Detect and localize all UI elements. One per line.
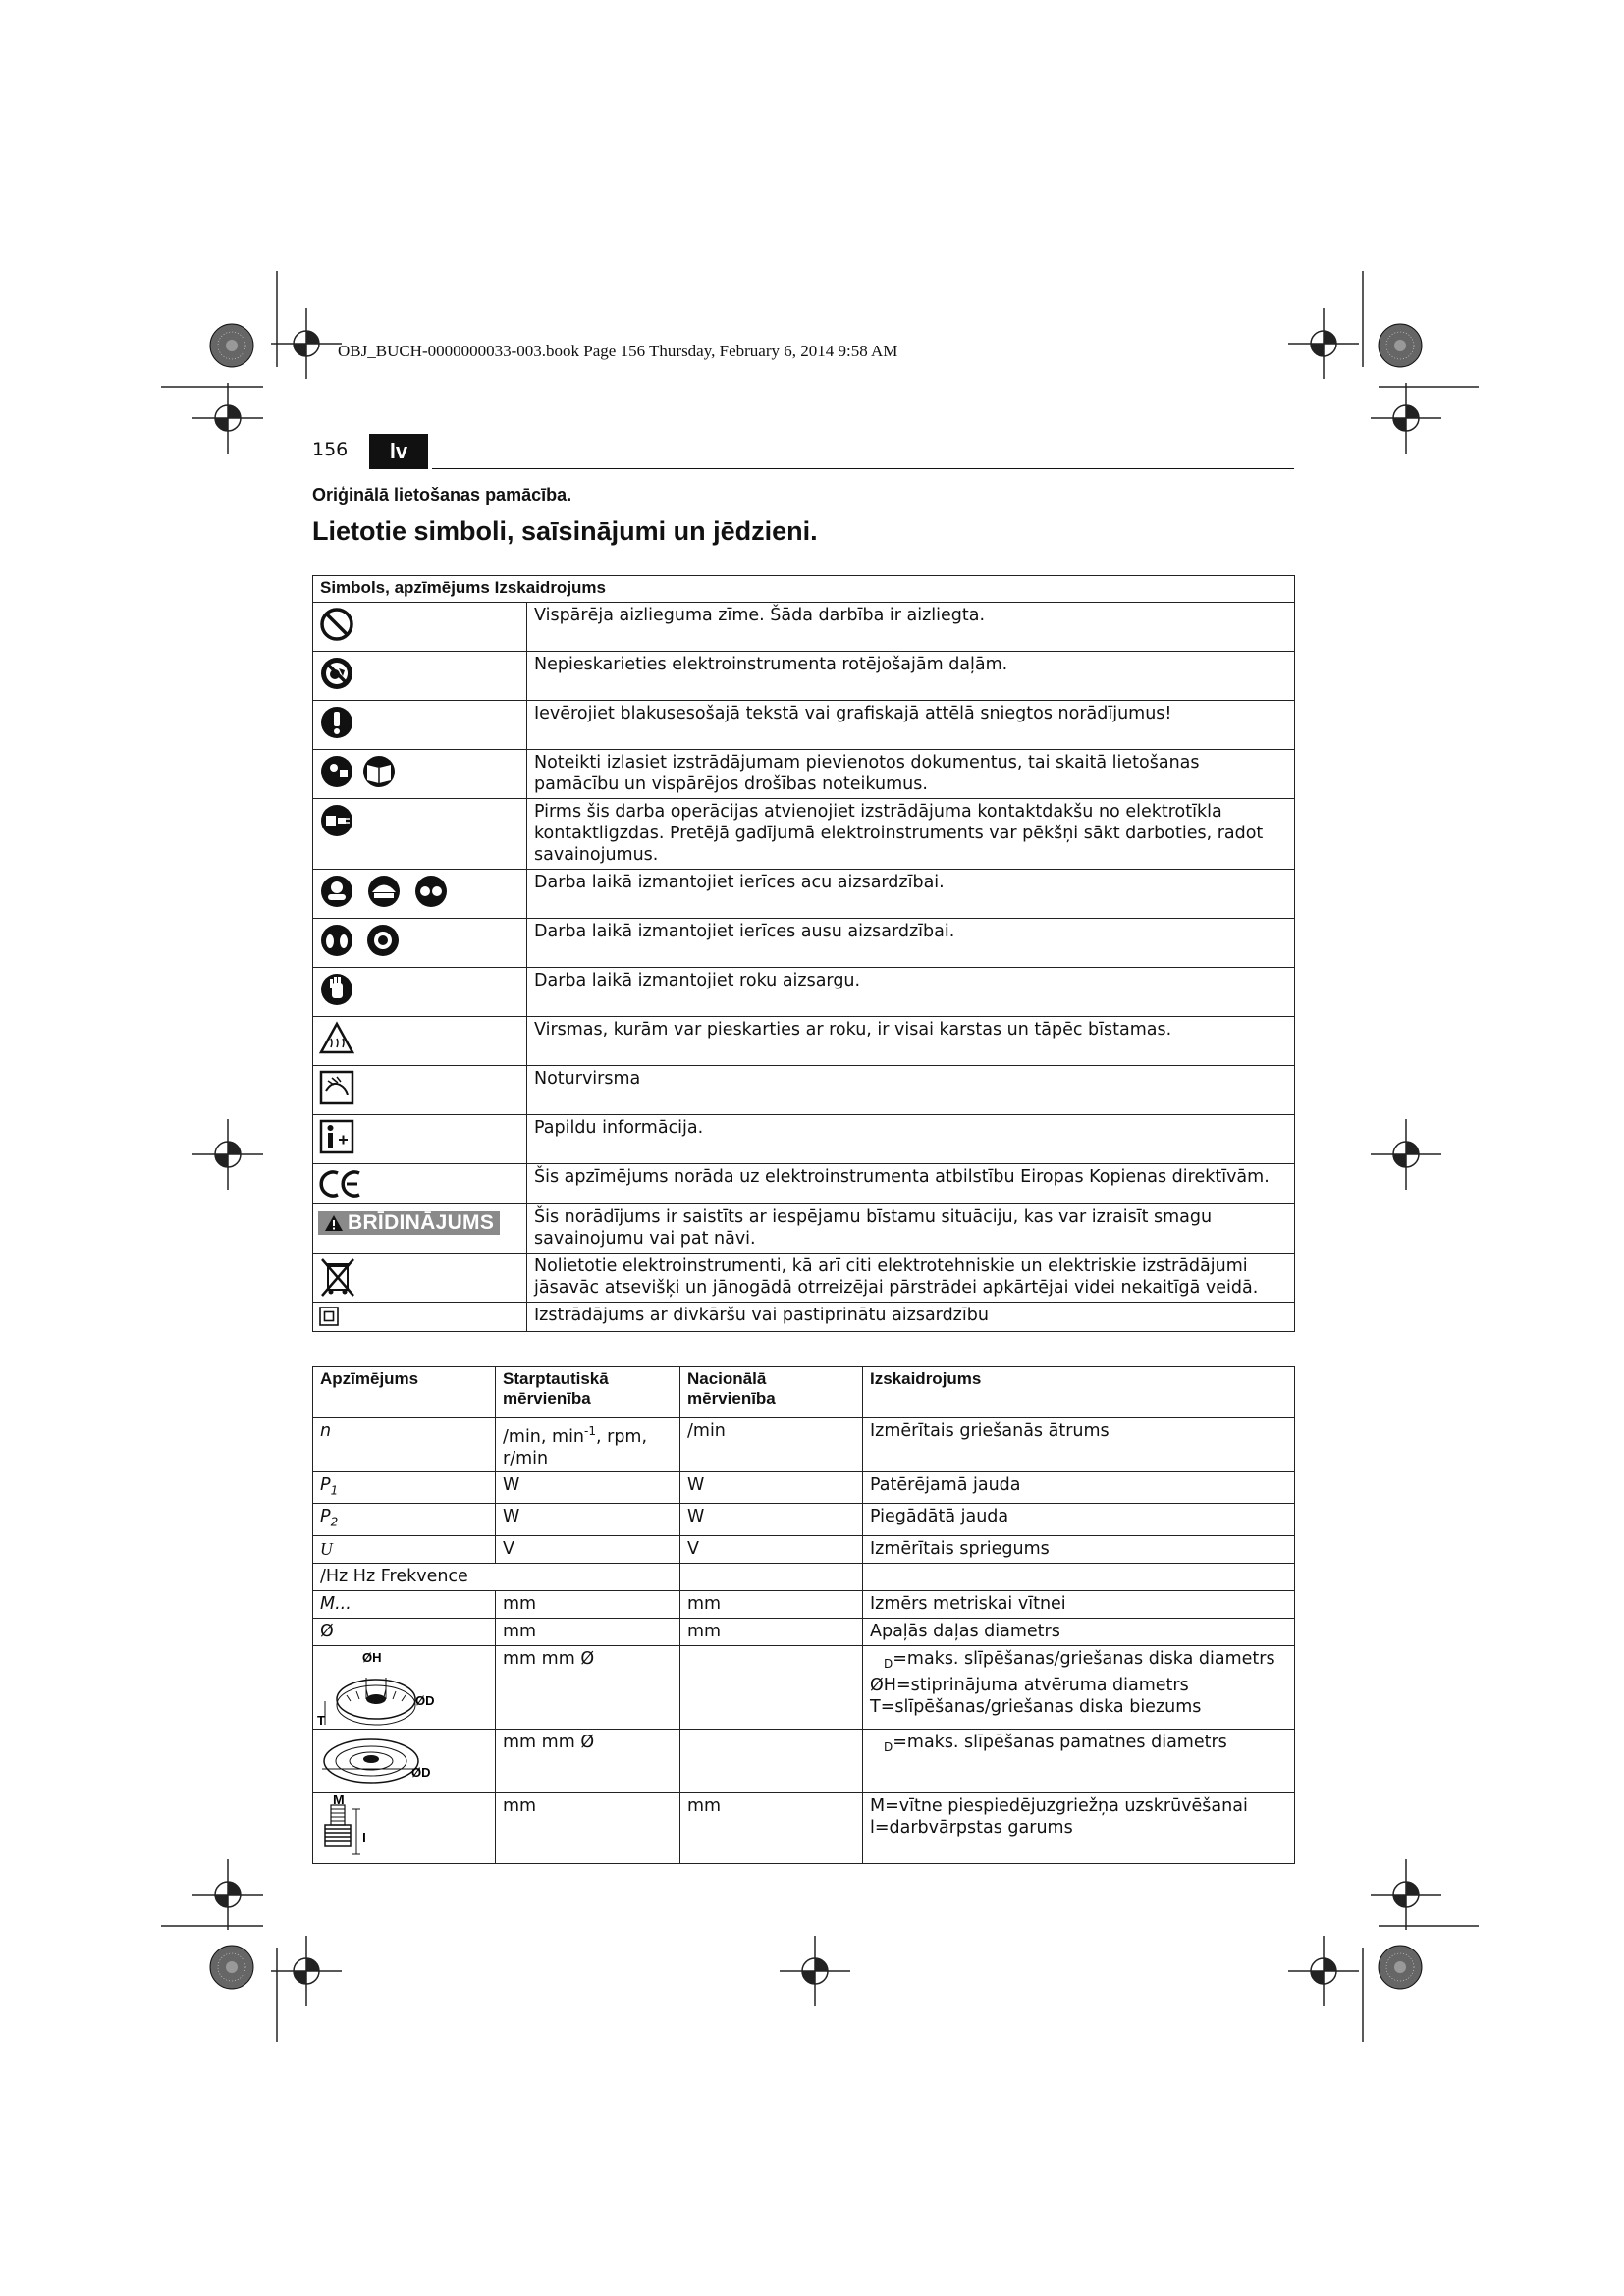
no-touch-rotating-icon (318, 655, 355, 692)
hot-surface-icon (318, 1020, 355, 1057)
unit-explanation: M=vītne piespiedējuzgriežņa uzskrūvēšanai l=darbvārpstas garums (863, 1792, 1295, 1863)
info-icon (318, 1118, 355, 1155)
table-row (313, 603, 1295, 652)
document-subtitle: Oriģinālā lietošanas pamācība. (312, 485, 572, 505)
row-text: Šis norādījums ir saistīts ar iespējamu bīstamu situāciju, kas var izraisīt smagu savainojumu vai pat nāvi. (527, 1204, 1295, 1254)
unit-intl: mm (496, 1618, 680, 1645)
row-text: Noturvirsma (527, 1066, 1295, 1115)
fig-label-diameter: ØD (411, 1764, 431, 1780)
table-row (313, 1066, 1295, 1115)
unit-symbol: U (313, 1535, 496, 1563)
spindle-diagram-icon (317, 1795, 386, 1860)
unit-national: W (680, 1504, 863, 1536)
unit-intl: W (496, 1504, 680, 1536)
table-row (313, 968, 1295, 1017)
unit-national: mm (680, 1618, 863, 1645)
table-row (313, 1115, 1295, 1164)
header-explanation: Izskaidrojums (494, 578, 606, 597)
unit-national (680, 1645, 863, 1729)
unit-intl: mm mm Ø (496, 1729, 680, 1792)
ce-mark-icon (318, 1167, 363, 1201)
unit-explanation: $_D$=maks. slīpēšanas pamatnes diametrs (863, 1729, 1295, 1792)
unit-symbol: Ø (313, 1618, 496, 1645)
unit-intl: V (496, 1535, 680, 1563)
unit-symbol: n (313, 1418, 496, 1472)
table-row (313, 1303, 1295, 1332)
table-row (313, 1471, 1295, 1504)
page-number: 156 (312, 439, 349, 460)
table-row (313, 1418, 1295, 1472)
col-header-symbol: Apzīmējums (313, 1367, 496, 1418)
row-text: Papildu informācija. (527, 1115, 1295, 1164)
row-text: Vispārēja aizlieguma zīme. Šāda darbība ir aizliegta. (527, 603, 1295, 652)
table-row (313, 1254, 1295, 1303)
row-text: Darba laikā izmantojiet ierīces acu aizsardzībai. (527, 870, 1295, 919)
table-row (313, 1204, 1295, 1254)
table-row (313, 1618, 1295, 1645)
unit-explanation: Piegādātā jauda (863, 1504, 1295, 1536)
disc-diagram-icon (317, 1648, 445, 1727)
eye-protection-icon (318, 873, 452, 910)
unit-symbol: $P_1$ (313, 1471, 496, 1504)
fig-label-hole: ØH (362, 1649, 382, 1665)
table-row (313, 1504, 1295, 1536)
row-text: Šis apzīmējums norāda uz elektroinstrumenta atbilstību Eiropas Kopienas direktīvām. (527, 1164, 1295, 1204)
col-header-national: Nacionālā mērvienība (680, 1367, 863, 1418)
header-symbol: Simbols, apzīmējums (320, 578, 490, 597)
unit-explanation: Izmērs metriskai vītnei (863, 1590, 1295, 1618)
symbol-table (312, 575, 1295, 1332)
table-row (313, 1590, 1295, 1618)
table-row (313, 1729, 1295, 1792)
language-badge: lv (369, 434, 428, 469)
fig-label-thickness: T (317, 1712, 325, 1727)
unit-explanation: $_D$=maks. slīpēšanas/griešanas diska diametrs ØH=stiprinājuma atvēruma diametrs T=slīpēšanas/griešanas diska biezums (863, 1645, 1295, 1729)
warning-badge (318, 1211, 500, 1235)
unit-intl: mm (496, 1590, 680, 1618)
unit-intl: W (496, 1471, 680, 1504)
table-row (313, 870, 1295, 919)
row-text: Izstrādājums ar divkāršu vai pastiprinātu aizsardzību (527, 1303, 1295, 1332)
row-text: Noteikti izlasiet izstrādājumam pievienotos dokumentus, tai skaitā lietošanas pamācību un vispārējos drošības noteikumus. (527, 750, 1295, 799)
weee-bin-icon (318, 1256, 357, 1298)
col-header-explanation: Izskaidrojums (863, 1367, 1295, 1418)
symbol-table-header (313, 576, 1295, 603)
unit-table (312, 1366, 1295, 1864)
warning-triangle-icon (324, 1214, 344, 1232)
table-row (313, 799, 1295, 870)
table-row (313, 750, 1295, 799)
fig-label-length: l (362, 1829, 366, 1845)
unit-national: /min (680, 1418, 863, 1472)
header-rule (432, 468, 1294, 469)
table-row (313, 919, 1295, 968)
table-row (313, 701, 1295, 750)
prohibition-icon (318, 606, 355, 643)
table-row (313, 652, 1295, 701)
fig-label-diameter: ØD (415, 1692, 435, 1708)
col-header-intl: Starptautiskā mērvienība (496, 1367, 680, 1418)
table-row (313, 1535, 1295, 1563)
unit-explanation: Apaļās daļas diametrs (863, 1618, 1295, 1645)
unit-symbol: $P_2$ (313, 1504, 496, 1536)
row-text: Darba laikā izmantojiet ierīces ausu aizsardzībai. (527, 919, 1295, 968)
warning-badge-text: BRĪDINĀJUMS (348, 1211, 495, 1234)
row-text: Darba laikā izmantojiet roku aizsargu. (527, 968, 1295, 1017)
row-text: Nepieskarieties elektroinstrumenta rotējošajām daļām. (527, 652, 1295, 701)
table-row (313, 1792, 1295, 1863)
table-row (313, 1164, 1295, 1204)
row-text: Pirms šis darba operācijas atvienojiet izstrādājuma kontaktdakšu no elektrotīkla kontaktligzdas. Pretējā gadījumā elektroinstruments var pēkšņi sākt darboties, radot savainojumus. (527, 799, 1295, 870)
table-row (313, 1017, 1295, 1066)
row-text: Nolietotie elektroinstrumenti, kā arī citi elektrotehniskie un elektriskie izstrādājumi jāsavāc atsevišķi un jānogādā otrreizējai pārstrādei apkārtējai videi nekaitīgā veidā. (527, 1254, 1295, 1303)
unit-intl: mm mm Ø (496, 1645, 680, 1729)
double-insulation-icon (318, 1306, 340, 1327)
fig-label-thread: M (333, 1794, 345, 1807)
unit-symbol: M... (313, 1590, 496, 1618)
unit-intl: /min, $\min^{-1}$, rpm, r/min (496, 1418, 680, 1472)
unit-national: V (680, 1535, 863, 1563)
unit-explanation: Izmērītais griešanās ātrums (863, 1418, 1295, 1472)
unit-merged-frequency: /Hz Hz Frekvence (313, 1563, 680, 1590)
page-title: Lietotie simboli, saīsinājumi un jēdzieni. (312, 516, 818, 546)
read-manual-icon (318, 753, 406, 790)
unit-national (680, 1729, 863, 1792)
backing-pad-icon (317, 1732, 445, 1790)
row-text: Virsmas, kurām var pieskarties ar roku, ir visai karstas un tāpēc bīstamas. (527, 1017, 1295, 1066)
table-row (313, 1563, 1295, 1590)
row-text: Ievērojiet blakusesošajā tekstā vai grafiskajā attēlā sniegtos norādījumus! (527, 701, 1295, 750)
unit-explanation: Izmērītais spriegums (863, 1535, 1295, 1563)
unit-table-header (313, 1367, 1295, 1418)
unit-intl: mm (496, 1792, 680, 1863)
unit-national: W (680, 1471, 863, 1504)
unplug-icon (318, 802, 355, 839)
unit-national: mm (680, 1792, 863, 1863)
attention-icon (318, 704, 355, 741)
printer-info-line: OBJ_BUCH-0000000033-003.book Page 156 Thursday, February 6, 2014 9:58 AM (338, 342, 898, 360)
hand-protection-icon (318, 971, 355, 1008)
unit-explanation: Patērējamā jauda (863, 1471, 1295, 1504)
unit-national: mm (680, 1590, 863, 1618)
table-row (313, 1645, 1295, 1729)
ear-protection-icon (318, 922, 406, 959)
grip-surface-icon (318, 1069, 355, 1106)
